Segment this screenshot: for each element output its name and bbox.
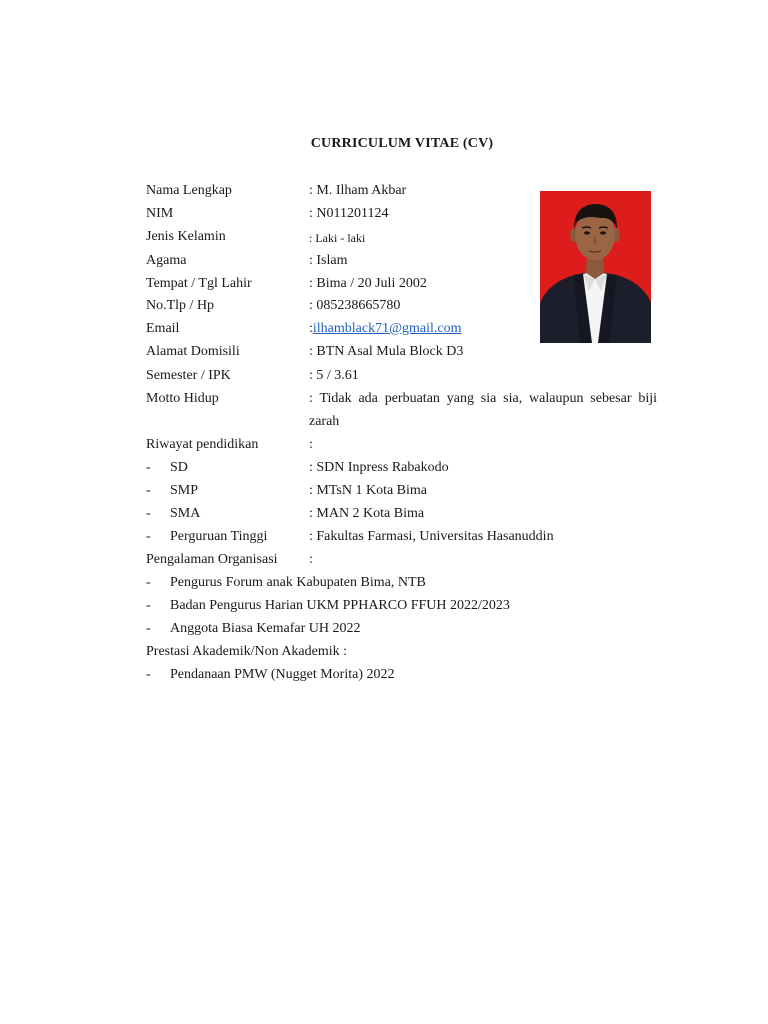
list-bullet: -	[146, 506, 151, 521]
ipk-label: Semester / IPK	[146, 368, 231, 383]
list-bullet: -	[146, 598, 151, 613]
list-bullet: -	[146, 483, 151, 498]
organisasi-colon: :	[309, 552, 313, 567]
email-link[interactable]: ilhamblack71@gmail.com	[312, 321, 462, 336]
pendidikan-colon: :	[309, 437, 313, 452]
organisasi-item: Anggota Biasa Kemafar UH 2022	[170, 621, 361, 636]
email-value	[309, 321, 461, 337]
list-bullet: -	[146, 529, 151, 544]
pendidikan-level: Perguruan Tinggi	[170, 529, 268, 544]
prestasi-label: Prestasi Akademik/Non Akademik :	[146, 644, 348, 659]
prestasi-item: Pendanaan PMW (Nugget Morita) 2022	[170, 667, 395, 682]
list-bullet: -	[146, 460, 151, 475]
jenis-kelamin-value: : Laki - laki	[309, 231, 366, 245]
nama-label: Nama Lengkap	[146, 183, 232, 198]
ipk-value: : 5 / 3.61	[309, 368, 359, 383]
pendidikan-level: SMA	[170, 506, 201, 521]
pendidikan-level: SD	[170, 460, 188, 475]
organisasi-item: Badan Pengurus Harian UKM PPHARCO FFUH 2022/2023	[170, 598, 510, 613]
email-colon: :	[309, 321, 313, 336]
nim-label: NIM	[146, 206, 174, 221]
pendidikan-value: : Fakultas Farmasi, Universitas Hasanuddin	[309, 529, 554, 544]
list-bullet: -	[146, 575, 151, 590]
alamat-label: Alamat Domisili	[146, 344, 240, 359]
agama-value: : Islam	[309, 253, 348, 268]
nim-value: : N011201124	[309, 206, 389, 221]
nama-value: : M. Ilham Akbar	[309, 183, 407, 198]
telepon-label: No.Tlp / Hp	[146, 298, 215, 313]
ttl-value: : Bima / 20 Juli 2002	[309, 276, 427, 291]
pendidikan-value: : MTsN 1 Kota Bima	[309, 483, 428, 498]
alamat-value: : BTN Asal Mula Block D3	[309, 344, 464, 359]
page-title: CURRICULUM VITAE (CV)	[310, 136, 494, 151]
motto-label: Motto Hidup	[146, 391, 219, 406]
organisasi-label: Pengalaman Organisasi	[146, 552, 278, 567]
agama-label: Agama	[146, 253, 187, 268]
jenis-kelamin-label: Jenis Kelamin	[146, 229, 226, 244]
pendidikan-level: SMP	[170, 483, 199, 498]
list-bullet: -	[146, 621, 151, 636]
pendidikan-label: Riwayat pendidikan	[146, 437, 259, 452]
ttl-label: Tempat / Tgl Lahir	[146, 276, 252, 291]
organisasi-item: Pengurus Forum anak Kabupaten Bima, NTB	[170, 575, 426, 590]
pendidikan-value: : SDN Inpress Rabakodo	[309, 460, 449, 475]
motto-value: : Tidak ada perbuatan yang sia sia, walaupun sebesar biji zarah	[309, 391, 657, 429]
portrait-illustration	[540, 191, 651, 343]
list-bullet: -	[146, 667, 151, 682]
pendidikan-value: : MAN 2 Kota Bima	[309, 506, 425, 521]
telepon-value: : 085238665780	[309, 298, 401, 313]
profile-photo	[540, 191, 651, 343]
email-label: Email	[146, 321, 180, 336]
